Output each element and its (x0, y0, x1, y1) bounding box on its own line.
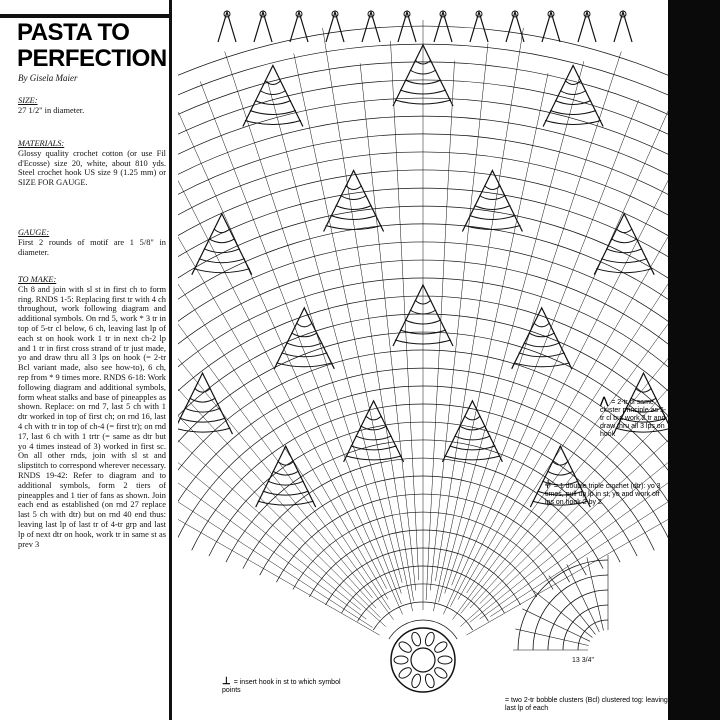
chart-pineapple-row (616, 229, 632, 233)
chart-pineapple-row (331, 216, 377, 220)
chart-pineapple-row (479, 196, 505, 200)
gauge-heading: GAUGE: (18, 228, 50, 237)
chart-center-petal (397, 666, 413, 681)
chart-stitch-line (178, 285, 366, 619)
chart-pineapple-row (469, 216, 515, 220)
chart-pineapple-row (326, 226, 382, 230)
materials-section (18, 139, 166, 188)
chart-pineapple-row (366, 416, 382, 420)
size-section (18, 96, 166, 116)
chart-fan-spoke (587, 557, 604, 630)
legend-hook-text: = insert hook in st to which symbol points (222, 679, 341, 694)
legend-dtr (545, 482, 668, 507)
size-heading: SIZE: (18, 96, 38, 105)
chart-stitch-line (450, 90, 668, 607)
chart-pineapple-row (606, 249, 642, 253)
chart-stitch-line (443, 94, 668, 614)
title-rule (0, 14, 172, 18)
chart-stitch-marks (178, 11, 668, 692)
chart-pineapple-outline (256, 446, 316, 507)
page-edge-shadow (668, 0, 720, 720)
chart-pineapple-row (519, 353, 565, 357)
chart-pineapple-row (611, 239, 637, 243)
chart-center-petal (438, 656, 452, 664)
to-make-heading: TO MAKE: (18, 275, 57, 284)
chart-pineapple-row (341, 196, 367, 200)
cluster-symbol-icon: ⋀ (600, 396, 609, 407)
chart-stitch-line (467, 141, 668, 594)
chart-pineapple-outline (543, 66, 603, 127)
chart-pineapple-row (336, 206, 372, 210)
chart-stitch-line (426, 61, 454, 600)
chart-pineapple-row (286, 343, 322, 347)
chart-round-arc (389, 620, 457, 639)
to-make-text: Ch 8 and join with sl st in first ch to form ring. RNDS 1-5: Replacing first tr with 4 ch throughout, work following diagram and additional symbols. On rnd 5, work * 3 tr in top of 5-tr cl below, 6 ch, leaving last lp of each st on hook work 1 tr in next ch-2 lp and 1 tr in first cross strand of tr just made, yo and draw thru all 3 lps on hook (= 2-tr Bcl variant made, also see how-to), 6 ch, rep from * 9 times more. RNDS 6-18: Work following diagram and additional symbols, form wheat stalks and base of pineapples as shown. Replace: on rnd 7, last 5 ch with 1 dtr worked in top of first ch; on rnd 16, last 4 ch with tr in top of ch-4 (= first tr); on rnd 17, last 6 ch with 1 trtr (= same as dtr but yo 4 times instead of 3) worked in first sc. On all other rnds, join with sl st and slipstitch to correspond wherever necessary. RNDS 19-42: Refer to diagram and to additional symbols, form 2 tiers of pineapples and 1 tier of fans as shown. Join each end as established (on rnd 27 replace last 5 ch with dtr) but on rnd 40 end thus: leaving last lp of last tr of 4-tr grp and last lp of next dtr on hook, work tr in same st as prev 3 (18, 284, 166, 549)
chart-pineapple-row (296, 323, 312, 327)
chart-pineapple-outline (243, 66, 303, 127)
chart-pineapple-row (185, 408, 221, 412)
chart-fan-spoke (567, 564, 600, 632)
chart-pineapple-row (260, 91, 286, 95)
chart-pineapple-row (245, 121, 301, 125)
chart-pineapple-row (281, 353, 327, 357)
materials-heading: MATERIALS: (18, 139, 65, 148)
chart-center-petal (397, 640, 413, 655)
chart-fan-spoke (549, 576, 596, 635)
instructions-column (0, 0, 172, 720)
chart-pineapple-row (209, 239, 235, 243)
chart-pineapple-row (214, 229, 230, 233)
pineapple-doily-chart (178, 0, 668, 720)
chart-pineapple-row (464, 416, 480, 420)
gauge-text: First 2 rounds of motif are 1 5/8" in diameter. (18, 237, 166, 257)
chart-pineapple-row (268, 481, 304, 485)
chart-stitch-line (200, 81, 401, 604)
chart-pineapple-row (524, 343, 560, 347)
legend-cluster-text: = 2-tr cl same cluster principle as 5-tr cl but work 2 tr and draw thru all 3 lps on hook (600, 399, 667, 438)
pattern-title: PASTA TO PERFECTION (17, 19, 167, 72)
chart-center-petal (424, 631, 436, 647)
chart-pineapple-row (444, 456, 500, 460)
to-make-section (18, 275, 166, 549)
chart-center-petal (424, 673, 436, 689)
chart-stitch-line (391, 41, 419, 580)
chart-pineapple-row (346, 456, 402, 460)
chart-stitch-line (360, 63, 416, 590)
chart-pineapple-row (596, 269, 652, 273)
chart-pineapple-row (263, 491, 309, 495)
chart-pineapple-row (464, 226, 520, 230)
legend-bobble-text: = two 2-tr bobble clusters (Bcl) clustered tog: leaving last lp of each (505, 697, 668, 712)
chart-stitch-line (480, 285, 668, 619)
chart-pineapple-row (194, 269, 250, 273)
legend-dtr-text: = 1 double triple crochet (dtr): yo 3 times, pull up lp in st, yo and work off lps on hook 2 by 2 (545, 483, 661, 506)
author-byline: By Gisela Maier (18, 73, 78, 83)
chart-pineapple-row (356, 436, 392, 440)
chart-pineapple-row (199, 259, 245, 263)
chart-pineapple-row (454, 436, 490, 440)
chart-stitch-line (178, 324, 373, 628)
chart-pineapple-row (178, 428, 231, 432)
dtr-symbol-icon: ⫩ (545, 480, 551, 491)
chart-pineapple-outline (344, 401, 404, 462)
legend-2tr-cluster (600, 398, 668, 439)
chart-stitch-line (323, 28, 414, 601)
legend-bobble-clusters (505, 697, 668, 713)
chart-stitch-line (439, 61, 584, 602)
chart-center-ring (391, 628, 455, 692)
chart-pineapple-outline (442, 401, 502, 462)
chart-fan-arc (518, 560, 608, 650)
chart-fan-spoke (534, 591, 593, 638)
chart-fan-spoke (522, 609, 590, 642)
chart-stitch-line (470, 271, 668, 622)
chart-stitch-line (178, 143, 394, 620)
chart-center-petal (433, 666, 449, 681)
crochet-chart-diagram (178, 0, 668, 720)
gauge-section (18, 228, 166, 257)
chart-pineapple-row (204, 249, 240, 253)
chart-stitch-line (178, 157, 390, 609)
chart-center-petal (410, 631, 422, 647)
chart-pineapple-outline (178, 373, 233, 434)
chart-center-core (411, 648, 435, 672)
chart-center-petal (394, 656, 408, 664)
chart-pineapple-row (545, 121, 601, 125)
chart-fan-arc (563, 605, 608, 650)
chart-pineapple-row (534, 323, 550, 327)
chart-pineapple-row (180, 418, 226, 422)
chart-fan-spoke (515, 629, 588, 646)
chart-center-petal (433, 640, 449, 655)
legend-insert-hook (222, 678, 342, 695)
hook-symbol-icon: ⊥ (222, 676, 231, 687)
chart-fan-arc (548, 590, 608, 650)
size-text: 27 1/2" in diameter. (18, 105, 85, 115)
chart-center-petal (410, 673, 422, 689)
chart-stitch-line (178, 246, 386, 626)
chart-pineapple-row (474, 206, 510, 210)
chart-fan-arc (578, 620, 608, 650)
diagram-measurement: 13 3/4" (572, 657, 594, 664)
chart-pineapple-row (258, 501, 314, 505)
chart-pineapple-row (601, 259, 647, 263)
chart-pineapple-row (560, 91, 586, 95)
materials-text: Glossy quality crochet cotton (or use Fil d'Ecosse) size 20, white, about 810 yds. Steel crochet hook US size 9 (1.25 mm) or SIZE FOR GAUGE. (18, 148, 166, 188)
chart-stitch-line (453, 143, 669, 620)
